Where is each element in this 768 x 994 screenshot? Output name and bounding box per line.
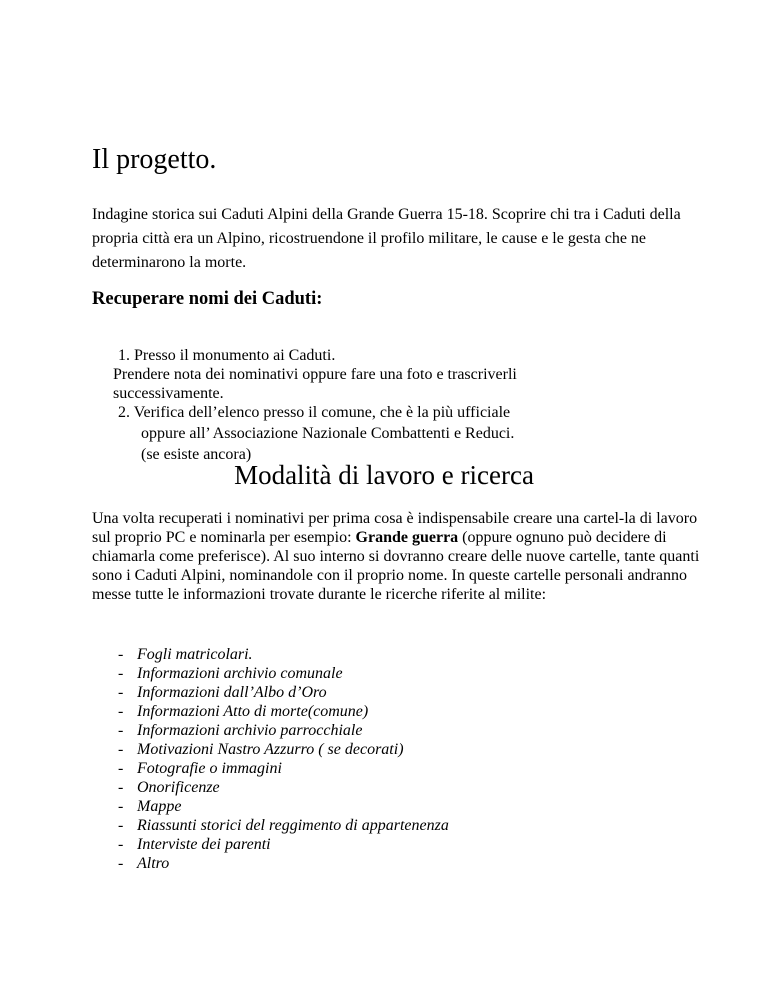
list-item (118, 816, 449, 835)
steps-list (113, 346, 517, 464)
dash-bullet: - (118, 836, 124, 853)
list-item-text: Interviste dei parenti (137, 836, 271, 853)
section-heading-modalita: Modalità di lavoro e ricerca (234, 460, 534, 490)
step-line: (se esiste ancora) (141, 446, 252, 463)
dash-bullet: - (118, 817, 124, 834)
list-item-text: Mappe (137, 798, 182, 815)
info-list (118, 645, 449, 873)
list-item (118, 778, 449, 797)
dash-bullet: - (118, 646, 124, 663)
body-text-after: (oppure ognuno può decidere di chiamarla come preferisce). Al suo interno si dovranno creare delle nuove cartelle, tante quanti sono i Caduti Alpini, nominandole con il proprio nome. In queste cartelle personali andranno messe tutte le informazioni trovate durante le ricerche riferite al milite: (92, 529, 700, 603)
dash-bullet: - (118, 798, 124, 815)
list-item-text: Altro (137, 855, 170, 872)
list-item (118, 664, 449, 683)
list-item (118, 683, 449, 702)
dash-bullet: - (118, 760, 124, 777)
step-line: Prendere nota dei nominativi oppure fare una foto e trascriverli (113, 366, 517, 383)
list-item (118, 835, 449, 854)
dash-bullet: - (118, 779, 124, 796)
list-item (118, 854, 449, 873)
list-item-text: Motivazioni Nastro Azzurro ( se decorati) (137, 741, 404, 758)
list-item (118, 740, 449, 759)
list-item (118, 759, 449, 778)
section-heading-recuperare: Recuperare nomi dei Caduti: (92, 289, 323, 309)
list-item-text: Riassunti storici del reggimento di appartenenza (137, 817, 449, 834)
list-item (118, 645, 449, 664)
step-line: 1. Presso il monumento ai Caduti. (118, 347, 336, 364)
body-text-bold: Grande guerra (355, 529, 459, 546)
dash-bullet: - (118, 703, 124, 720)
intro-paragraph: Indagine storica sui Caduti Alpini della Grande Guerra 15-18. Scoprire chi tra i Caduti della propria città era un Alpino, ricostruendone il profilo militare, le cause e le gesta che ne determinarono la morte. (92, 206, 681, 271)
step-line: successivamente. (113, 385, 224, 402)
list-item-text: Informazioni archivio parrocchiale (137, 722, 363, 739)
list-item (118, 702, 449, 721)
list-item-text: Informazioni archivio comunale (137, 665, 343, 682)
list-item (118, 721, 449, 740)
dash-bullet: - (118, 665, 124, 682)
list-item-text: Informazioni Atto di morte(comune) (137, 703, 369, 720)
dash-bullet: - (118, 855, 124, 872)
dash-bullet: - (118, 684, 124, 701)
dash-bullet: - (118, 741, 124, 758)
step-line: 2. Verifica dell’elenco presso il comune, che è la più ufficiale (118, 404, 511, 421)
list-item-text: Fotografie o immagini (137, 760, 282, 777)
list-item-text: Fogli matricolari. (137, 646, 253, 663)
body-paragraph (92, 509, 712, 604)
list-item (118, 797, 449, 816)
page-title: Il progetto. (92, 144, 217, 175)
list-item-text: Informazioni dall’Albo d’Oro (137, 684, 327, 701)
body-text-before: Una volta recuperati i nominativi per prima cosa è indispensabile creare una cartel-la di lavoro sul proprio PC e nominarla per esempio: (92, 510, 698, 546)
dash-bullet: - (118, 722, 124, 739)
list-item-text: Onorificenze (137, 779, 220, 796)
step-line: oppure all’ Associazione Nazionale Combattenti e Reduci. (141, 425, 515, 442)
